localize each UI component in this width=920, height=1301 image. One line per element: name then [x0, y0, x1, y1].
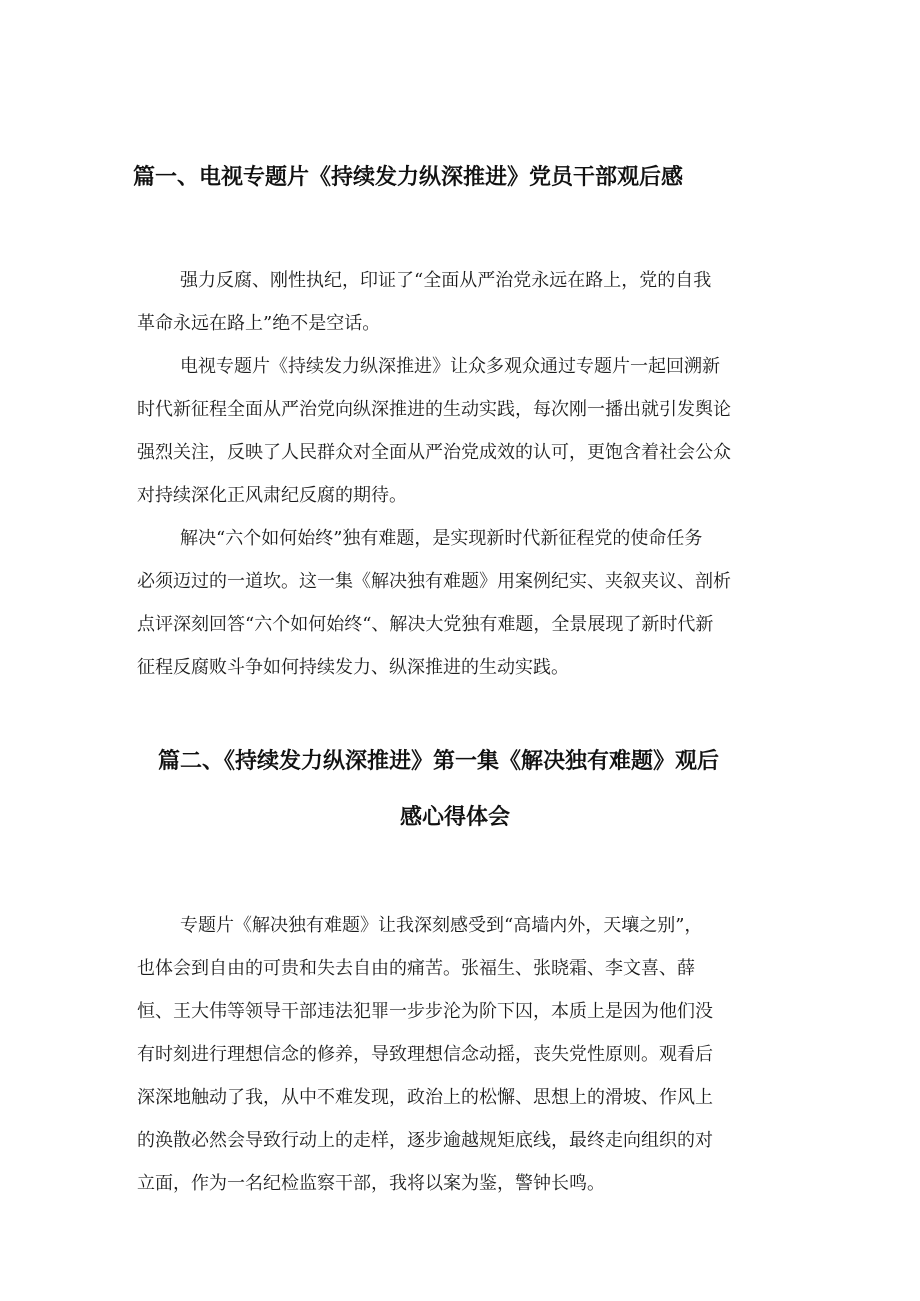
paragraph-line: 强烈关注，反映了人民群众对全面从严治党成效的认可，更饱含着社会公众 [137, 442, 731, 463]
paragraph-line: 恒、王大伟等领导干部违法犯罪一步步沦为阶下囚，本质上是因为他们没 [137, 1001, 713, 1022]
paragraph-line: 对持续深化正风肃纪反腐的期待。 [137, 485, 407, 506]
paragraph-line: 革命永远在路上”绝不是空话。 [137, 313, 381, 334]
paragraph-line: 征程反腐败斗争如何持续发力、纵深推进的生动实践。 [137, 657, 569, 678]
paragraph-line: 必须迈过的一道坎。这一集《解决独有难题》用案例纪实、夹叙夹议、剖析 [137, 571, 731, 592]
paragraph-line: 强力反腐、刚性执纪，印证了“全面从严治党永远在路上，党的自我 [180, 270, 712, 291]
paragraph-line: 电视专题片《持续发力纵深推进》让众多观众通过专题片一起回溯新 [180, 356, 720, 377]
paragraph-line: 立面，作为一名纪检监察干部，我将以案为鉴，警钟长鸣。 [137, 1173, 605, 1194]
paragraph-line: 时代新征程全面从严治党向纵深推进的生动实践，每次刚一播出就引发舆论 [137, 399, 731, 420]
section-2-title: 篇二、《持续发力纵深推进》第一集《解决独有难题》观后 [158, 749, 720, 774]
paragraph-line: 解决“六个如何始终”独有难题，是实现新时代新征程党的使命任务 [180, 528, 703, 549]
paragraph-line: 深深地触动了我，从中不难发现，政治上的松懈、思想上的滑坡、作风上 [137, 1087, 713, 1108]
section-1-title: 篇一、电视专题片《持续发力纵深推进》党员干部观后感 [133, 165, 684, 190]
paragraph-line: 的涣散必然会导致行动上的走样，逐步逾越规矩底线，最终走向组织的对 [137, 1130, 713, 1151]
paragraph-line: 点评深刻回答“六个如何始终“、解决大党独有难题，全景展现了新时代新 [137, 614, 714, 635]
paragraph-line: 也体会到自由的可贵和失去自由的痛苦。张福生、张晓霜、李文喜、薛 [137, 958, 695, 979]
section-2-title-continued: 感心得体会 [400, 805, 511, 830]
paragraph-line: 有时刻进行理想信念的修养，导致理想信念动摇，丧失党性原则。观看后 [137, 1044, 713, 1065]
paragraph-line: 专题片《解决独有难题》让我深刻感受到“高墙内外，天壤之别”， [180, 915, 703, 936]
